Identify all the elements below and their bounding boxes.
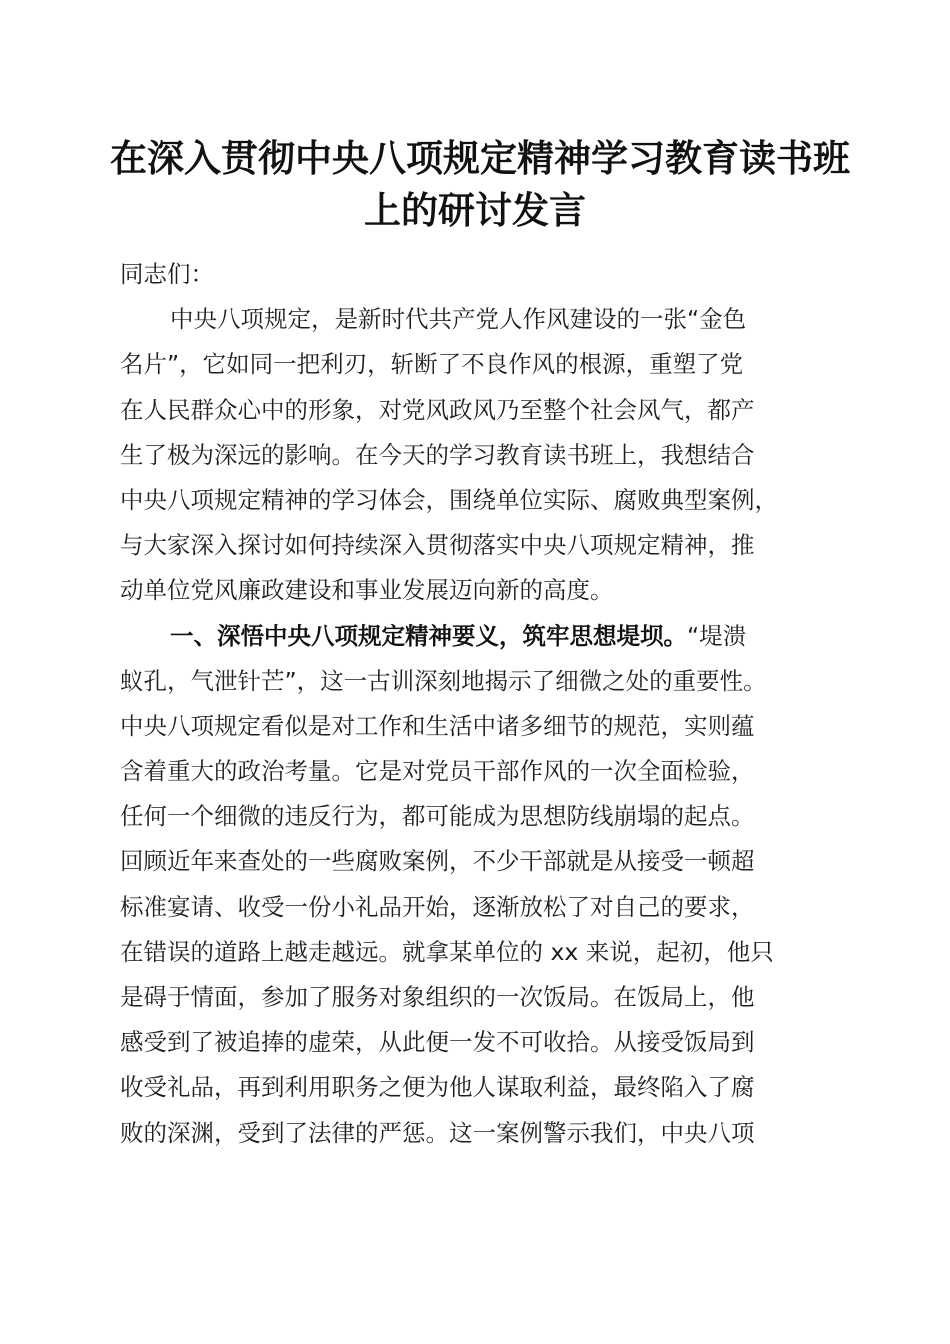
section-1-first-line-tail: “堤溃 [687, 621, 747, 650]
paragraph-1-line: 与大家深入探讨如何持续深入贯彻落实中央八项规定精神，推 [120, 531, 755, 560]
section-1-first-line [120, 614, 840, 659]
section-1-line: 收受礼品，再到利用职务之便为他人谋取利益，最终陷入了腐 [120, 1073, 755, 1102]
paragraph-1-line: 在人民群众心中的形象，对党风政风乃至整个社会风气，都产 [120, 395, 755, 424]
section-1-line: 是碍于情面，参加了服务对象组织的一次饭局。在饭局上，他 [120, 983, 755, 1011]
section-1-line: 含着重大的政治考量。它是对党员干部作风的一次全面检验， [120, 757, 755, 786]
section-1-line: 回顾近年来查处的一些腐败案例，不少干部就是从接受一顿超 [120, 847, 755, 876]
paragraph-1-line: 中央八项规定精神的学习体会，围绕单位实际、腐败典型案例， [120, 485, 778, 514]
document-body [120, 252, 840, 1156]
section-1-line: 任何一个细微的违反行为，都可能成为思想防线崩塌的起点。 [120, 802, 755, 831]
paragraph-1-line: 中央八项规定，是新时代共产党人作风建设的一张“金色 [170, 305, 747, 334]
section-1-line: 标准宴请、收受一份小礼品开始，逐渐放松了对自己的要求， [120, 892, 755, 921]
paragraph-1-line: 名片”，它如同一把利刃，斩断了不良作风的根源，重塑了党 [120, 350, 744, 379]
section-1-heading: 一、深悟中央八项规定精神要义，筑牢思想堤坝。 [170, 621, 687, 650]
section-1-line: 感受到了被追捧的虚荣，从此便一发不可收拾。从接受饭局到 [120, 1028, 755, 1057]
section-1-line: 蚁孔，气泄针芒”，这一古训深刻地揭示了细微之处的重要性。 [120, 666, 767, 695]
paragraph-1-line: 生了极为深远的影响。在今天的学习教育读书班上，我想结合 [120, 440, 755, 469]
document-title [110, 132, 850, 236]
paragraph-1-line: 动单位党风廉政建设和事业发展迈向新的高度。 [120, 576, 614, 605]
section-1-line: 败的深渊，受到了法律的严惩。这一案例警示我们，中央八项 [120, 1118, 755, 1147]
salutation: 同志们： [120, 260, 214, 288]
section-1-line: 在错误的道路上越走越远。就拿某单位的 xx 来说，起初，他只 [120, 937, 774, 966]
section-1-line: 中央八项规定看似是对工作和生活中诸多细节的规范，实则蕴 [120, 711, 755, 740]
title-line-1: 在深入贯彻中央八项规定精神学习教育读书班 [110, 136, 850, 180]
title-line-2: 上的研讨发言 [364, 188, 586, 232]
